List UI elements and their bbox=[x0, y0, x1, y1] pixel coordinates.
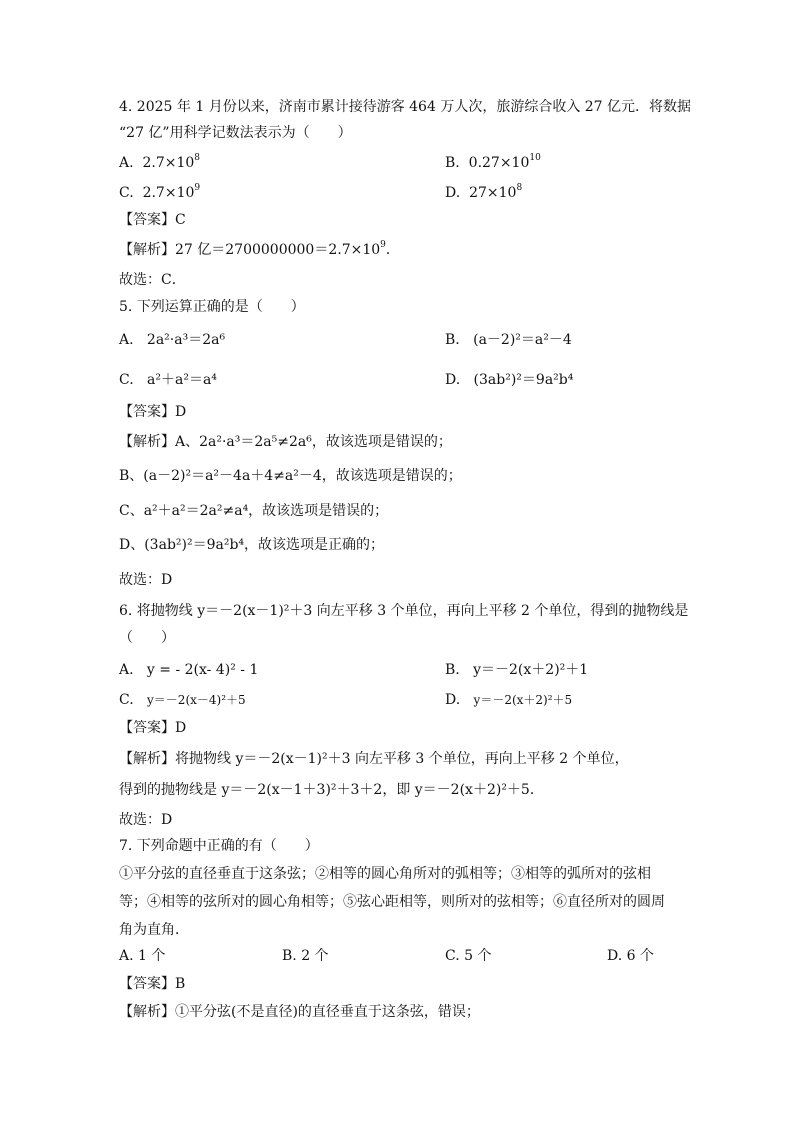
q7-option-a: A. 1 个 bbox=[119, 948, 166, 964]
q5-analysis-c: C、a²＋a²＝2a²≠a⁴，故该选项是错误的； bbox=[119, 503, 389, 519]
analysis-exponent: 9 bbox=[380, 240, 386, 250]
analysis-tag: 【解析】 bbox=[119, 751, 175, 767]
answer-tag: 【答案】 bbox=[119, 212, 175, 228]
option-value: (3ab²)²＝9a²b⁴ bbox=[473, 372, 574, 388]
q4-answer bbox=[119, 210, 186, 230]
option-label: C. bbox=[119, 185, 134, 201]
analysis-text: ①平分弦(不是直径)的直径垂直于这条弦，错误； bbox=[175, 1004, 480, 1020]
q4-option-a bbox=[119, 153, 200, 173]
q7-option-b: B. 2 个 bbox=[282, 948, 329, 964]
option-label: C. bbox=[119, 692, 134, 708]
q7-option-d: D. 6 个 bbox=[607, 948, 654, 964]
q4-stem-line1: 4. 2025 年 1 月份以来，济南市累计接待游客 464 万人次，旅游综合收入 27 亿元．将数据 bbox=[119, 99, 692, 115]
q4-analysis bbox=[119, 240, 400, 260]
q5-option-d bbox=[445, 370, 573, 390]
option-value: 2.7×10 bbox=[142, 185, 195, 201]
q6-answer bbox=[119, 718, 186, 738]
q5-analysis-a bbox=[119, 432, 452, 452]
q5-analysis-d: D、(3ab²)²＝9a²b⁴，故该选项是正确的； bbox=[119, 537, 385, 553]
answer-tag: 【答案】 bbox=[119, 720, 175, 736]
answer-tag: 【答案】 bbox=[119, 404, 175, 420]
answer-tag: 【答案】 bbox=[119, 976, 175, 992]
answer-value: D bbox=[175, 720, 187, 736]
option-label: D. bbox=[445, 372, 461, 388]
option-value: 27×10 bbox=[469, 185, 517, 201]
option-exponent: 9 bbox=[194, 183, 201, 193]
analysis-text: 27 亿＝2700000000＝2.7×10 bbox=[175, 242, 381, 258]
q7-body-line2: 等；④相等的弦所对的圆心角相等；⑤弦心距相等，则所对的弦相等；⑥直径所对的圆周 bbox=[119, 894, 665, 910]
q6-option-b bbox=[445, 660, 588, 680]
answer-value: B bbox=[175, 976, 186, 992]
q4-choose: 故选：C． bbox=[119, 272, 186, 288]
option-label: A. bbox=[119, 155, 134, 171]
q6-option-a bbox=[119, 660, 258, 680]
option-value: a²＋a²＝a⁴ bbox=[147, 372, 217, 388]
option-value: (a－2)²＝a²－4 bbox=[473, 332, 572, 348]
q6-stem-line2: （ ） bbox=[119, 630, 175, 646]
analysis-text: 将抛物线 y＝－2(x－1)²＋3 向左平移 3 个单位，再向上平移 2 个单位， bbox=[175, 751, 629, 767]
answer-value: D bbox=[175, 404, 187, 420]
option-value: 2a²·a³＝2a⁶ bbox=[146, 332, 226, 348]
q7-body-line3: 角为直角． bbox=[119, 922, 189, 938]
option-exponent: 10 bbox=[529, 153, 541, 163]
option-value: y = - 2(x- 4)² - 1 bbox=[146, 662, 259, 678]
q7-stem: 7. 下列命题中正确的有（ ） bbox=[119, 838, 319, 854]
option-label: D. bbox=[445, 185, 461, 201]
option-value: y＝－2(x＋2)²＋1 bbox=[473, 662, 589, 678]
option-value: y＝－2(x＋2)²＋5 bbox=[473, 693, 573, 707]
q5-answer bbox=[119, 402, 186, 422]
option-label: B. bbox=[445, 332, 460, 348]
q5-option-a bbox=[119, 330, 225, 350]
q7-option-c: C. 5 个 bbox=[445, 948, 492, 964]
q7-body-line1: ①平分弦的直径垂直于这条弦；②相等的圆心角所对的弧相等；③相等的弧所对的弦相 bbox=[119, 866, 651, 882]
option-label: A. bbox=[119, 662, 134, 678]
q6-stem-line1: 6. 将抛物线 y＝－2(x－1)²＋3 向左平移 3 个单位，再向上平移 2 个单位，得到的抛物线是 bbox=[119, 603, 689, 619]
option-exponent: 8 bbox=[516, 183, 523, 193]
option-value: 2.7×10 bbox=[142, 155, 195, 171]
analysis-tag: 【解析】 bbox=[119, 242, 175, 258]
option-label: D. bbox=[445, 692, 461, 708]
option-label: A. bbox=[119, 332, 134, 348]
q5-option-b bbox=[445, 330, 572, 350]
option-value: 0.27×10 bbox=[468, 155, 530, 171]
q6-choose: 故选：D bbox=[119, 812, 173, 828]
option-exponent: 8 bbox=[194, 153, 201, 163]
q7-answer bbox=[119, 974, 185, 994]
analysis-tag: 【解析】 bbox=[119, 1004, 175, 1020]
answer-value: C bbox=[175, 212, 186, 228]
q7-analysis-line1 bbox=[119, 1002, 480, 1022]
option-value: y＝－2(x－4)²＋5 bbox=[147, 693, 246, 707]
analysis-end: ． bbox=[385, 242, 400, 258]
q5-choose: 故选：D bbox=[119, 572, 173, 588]
q5-analysis-b: B、(a－2)²＝a²－4a＋4≠a²－4，故该选项是错误的； bbox=[119, 468, 462, 484]
q4-option-c bbox=[119, 183, 200, 203]
option-label: C. bbox=[119, 372, 134, 388]
option-label: B. bbox=[445, 155, 460, 171]
q6-analysis-line2: 得到的抛物线是 y＝－2(x－1＋3)²＋3＋2，即 y＝－2(x＋2)²＋5． bbox=[119, 782, 544, 798]
q5-stem: 5. 下列运算正确的是（ ） bbox=[119, 299, 305, 315]
q6-option-c bbox=[119, 690, 246, 710]
q4-option-b bbox=[445, 153, 541, 173]
q4-stem-line2: “27 亿”用科学记数法表示为（ ） bbox=[119, 125, 352, 141]
q5-option-c bbox=[119, 370, 217, 390]
analysis-tag: 【解析】 bbox=[119, 434, 175, 450]
analysis-text: A、2a²·a³＝2a⁵≠2a⁶，故该选项是错误的； bbox=[175, 434, 452, 450]
q6-option-d bbox=[445, 690, 572, 710]
option-label: B. bbox=[445, 662, 460, 678]
q6-analysis-line1 bbox=[119, 749, 629, 769]
q4-option-d bbox=[445, 183, 522, 203]
